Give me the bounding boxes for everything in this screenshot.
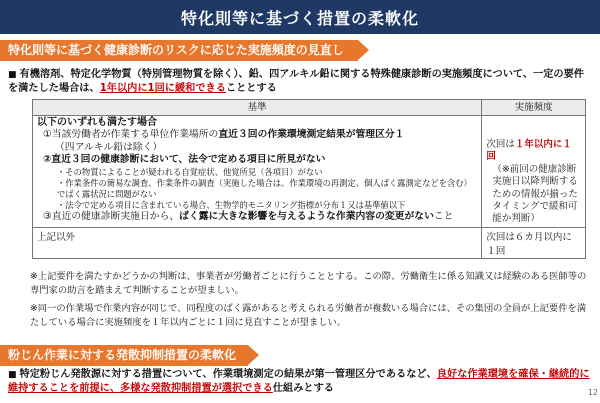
table-row bbox=[33, 116, 586, 228]
intro-highlight: 1年以内に1回に緩和できる bbox=[99, 83, 226, 94]
criteria-item-2-sub1: ・その物質によることが疑われる自覚症状、他覚所見（各項目）がない bbox=[57, 166, 323, 177]
frequency-main: 次回は１年以内に１回 bbox=[486, 139, 572, 163]
intro-highlight: 良好な作業環境を確保・継続的に維持することを前提に、多様な発散抑制措置が選択できる bbox=[8, 369, 590, 394]
intro-text: 有機溶剤、特定化学物質（特別管理物質を除く）、鉛、四アルキル鉛に関する特殊健康診断の実施頻度について、一定の要件を満たした場合は、 bbox=[8, 69, 584, 94]
criteria-item-2-sub3: ・法令で定める項目に含まれている場合、生物学的モニタリング指標が分布１又は基準値以下 bbox=[57, 199, 406, 210]
page-number: 12 bbox=[587, 388, 598, 397]
criteria-item-3: ③直近の健康診断実施日から、ばく露に大きな影響を与えるような作業内容の変更がないこと bbox=[43, 210, 454, 222]
criteria-table bbox=[32, 99, 586, 259]
table-header-row bbox=[33, 100, 586, 116]
section1-intro bbox=[8, 68, 593, 96]
bullet-square: ■ bbox=[8, 70, 17, 80]
page-title: 特化則等に基づく措置の柔軟化 bbox=[0, 0, 600, 34]
criteria-item-1: ①当該労働者が作業する単位作業場所の直近３回の作業環境測定結果が管理区分１ bbox=[43, 129, 405, 141]
note-group: ※同一の作業場で作業内容が同じで、同程度のばく露があると考えられる労働者が複数いる場合には、その集団の全員が上記要件を満たしている場合に実施頻度を１年以内ごとに１回に見直すことが望ましい。 bbox=[30, 303, 587, 328]
criteria-other-cell: 上記以外 bbox=[33, 227, 482, 258]
intro-text-end: 仕組みとする bbox=[272, 383, 334, 394]
table-row bbox=[33, 227, 586, 258]
intro-text-end: こととする bbox=[225, 83, 277, 94]
section-header-health-exam: 特化則等に基づく健康診断のリスクに応じた実施頻度の見直し bbox=[0, 40, 358, 61]
frequency-note: （※前回の健康診断実施日以降判断するための情報が揃ったタイミングで緩和可能か判断） bbox=[492, 163, 578, 225]
col-header-criteria: 基準 bbox=[33, 100, 482, 116]
frequency-cell bbox=[482, 116, 586, 228]
criteria-heading: 以下のいずれも満たす場合 bbox=[37, 117, 157, 128]
criteria-item-1-note: （四アルキル鉛は除く） bbox=[55, 141, 163, 153]
note-judgement: ※上記要件を満たすかどうかの判断は、事業者が労働者ごとに行うこととする。この際、労働衛生に係る知識又は経験のある医師等の専門家の助言を踏まえて判断することが望ましい。 bbox=[30, 271, 587, 296]
section2-intro bbox=[8, 368, 593, 396]
bullet-square: ■ bbox=[8, 370, 17, 380]
criteria-cell bbox=[33, 116, 482, 228]
intro-text: 特定粉じん発散源に対する措置について、作業環境測定の結果が第一管理区分であるなど、 bbox=[19, 369, 437, 380]
frequency-other-cell: 次回は６カ月以内に１回 bbox=[482, 227, 586, 258]
col-header-frequency: 実施頻度 bbox=[482, 100, 586, 116]
criteria-item-2: ②直近３回の健康診断において、法令で定める項目に所見がない bbox=[43, 154, 326, 166]
section-header-dust: 粉じん作業に対する発散抑制措置の柔軟化 bbox=[0, 345, 248, 366]
criteria-item-2-sub2: ・作業条件の簡易な調査、作業条件の調査（実施した場合は、作業環境の再測定、個人ばく露測定などを含む）でばく露状況に問題がない bbox=[57, 177, 472, 199]
